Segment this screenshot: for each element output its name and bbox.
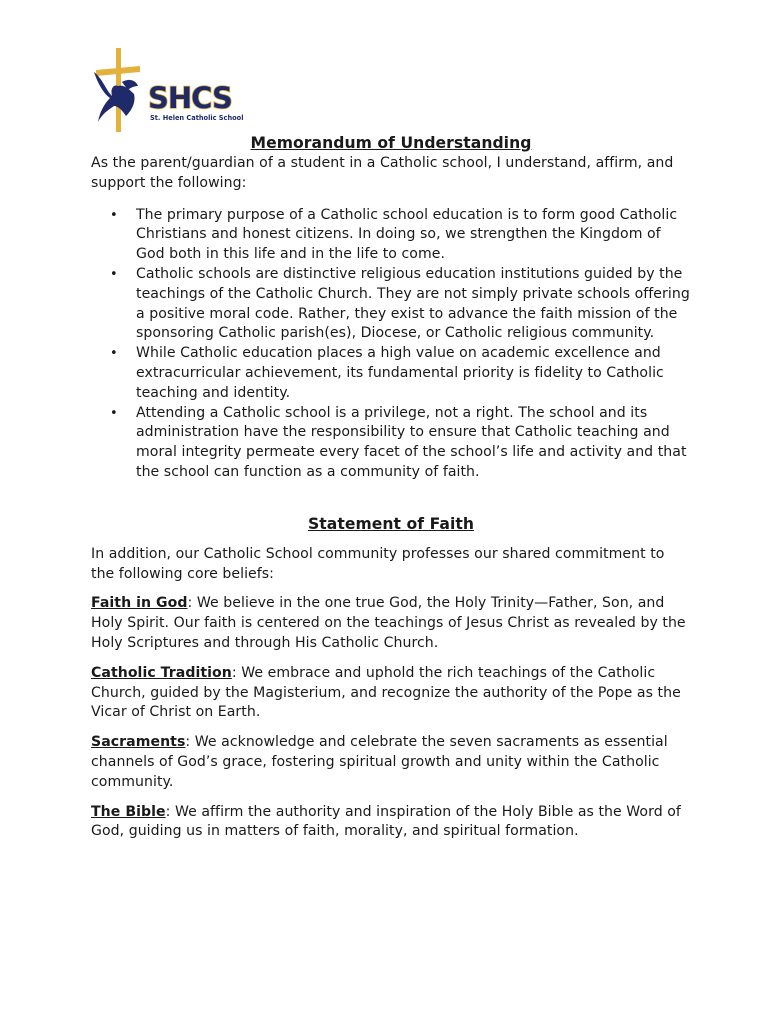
- bullet-icon: •: [110, 266, 118, 282]
- belief-the-bible: [91, 803, 691, 843]
- school-logo: [88, 44, 248, 134]
- bullet-icon: •: [110, 207, 118, 223]
- bullet-icon: •: [110, 346, 118, 362]
- document-body: [91, 130, 691, 842]
- belief-text: : We acknowledge and celebrate the seven sacraments as essential channels of God’s grace, fostering spiritual growth and unity within the Catholic community.: [91, 734, 668, 790]
- belief-term: Faith in God: [91, 595, 188, 612]
- list-item: • While Catholic education places a high value on academic excellence and extracurricular achievement, its fundamental priority is fidelity to Catholic teaching and identity.: [110, 345, 664, 401]
- memorandum-list: [91, 206, 691, 483]
- belief-text: : We believe in the one true God, the Holy Trinity—Father, Son, and Holy Spirit. Our faith is centered on the teachings of Jesus Christ as revealed by the Holy Scriptures and through His Catholic Church.: [91, 595, 686, 651]
- logo-school-name: St. Helen Catholic School: [150, 114, 244, 122]
- memorandum-intro: As the parent/guardian of a student in a Catholic school, I understand, affirm, and support the following:: [91, 155, 674, 191]
- bullet-icon: •: [110, 405, 118, 421]
- belief-catholic-tradition: [91, 664, 691, 723]
- faith-intro: In addition, our Catholic School community professes our shared commitment to the following core beliefs:: [91, 545, 665, 582]
- list-item: • Catholic schools are distinctive religious education institutions guided by the teachings of the Catholic Church. They are not simply private schools offering a positive moral code. Rather, they exist to advance the faith mission of the sponsoring Catholic parish(es), Diocese, or Catholic religious community.: [110, 265, 690, 342]
- belief-term: Sacraments: [91, 734, 186, 751]
- belief-term: Catholic Tradition: [91, 664, 232, 681]
- belief-text: : We affirm the authority and inspiration of the Holy Bible as the Word of God, guiding us in matters of faith, morality, and spiritual formation.: [91, 803, 681, 840]
- logo-acronym: SHCS: [148, 81, 232, 115]
- memorandum-title: Memorandum of Understanding: [250, 134, 532, 152]
- belief-sacraments: [91, 733, 691, 792]
- list-item: • Attending a Catholic school is a privilege, not a right. The school and its administration have the responsibility to ensure that Catholic teaching and moral integrity permeate every facet of the school’s life and activity and that the school can function as a community of faith.: [110, 404, 687, 480]
- faith-title: Statement of Faith: [307, 514, 475, 533]
- belief-faith-in-god: [91, 594, 691, 653]
- belief-text: : We embrace and uphold the rich teachings of the Catholic Church, guided by the Magisterium, and recognize the authority of the Pope as the Vicar of Christ on Earth.: [91, 664, 681, 721]
- school-logo-graphic: [88, 44, 248, 134]
- belief-term: The Bible: [91, 803, 166, 820]
- list-item: • The primary purpose of a Catholic school education is to form good Catholic Christians and honest citizens. In doing so, we strengthen the Kingdom of God both in this life and in the life to come.: [110, 206, 678, 263]
